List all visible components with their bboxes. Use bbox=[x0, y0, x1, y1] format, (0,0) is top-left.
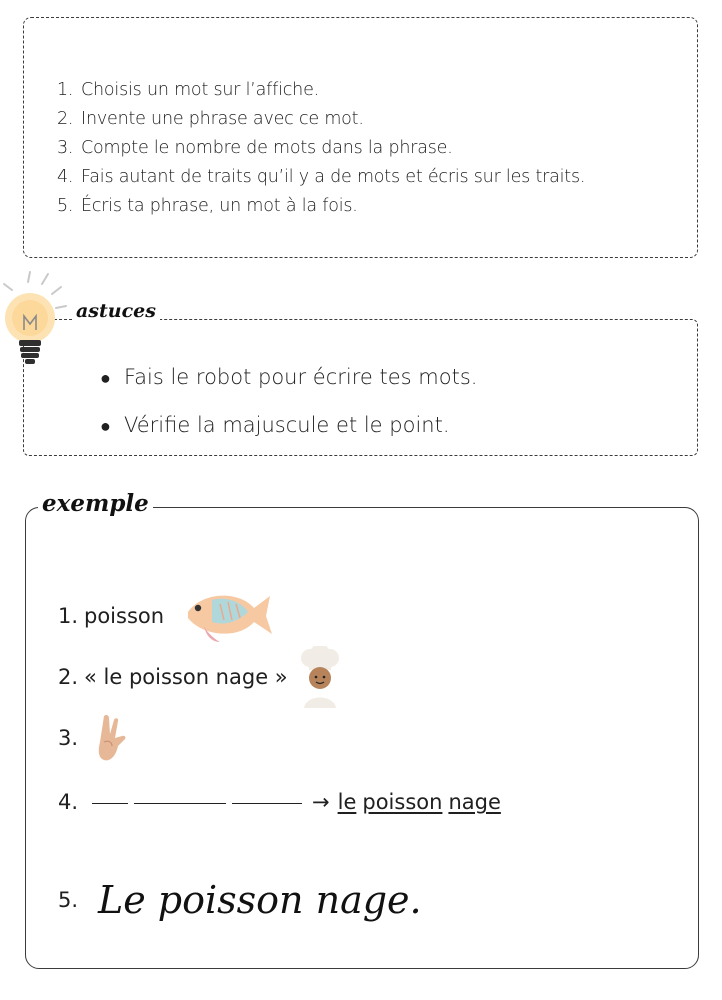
instruction-item: 3. Compte le nombre de mots dans la phrase. bbox=[57, 138, 453, 158]
word-line bbox=[92, 801, 128, 804]
example-title: exemple bbox=[38, 490, 153, 517]
instruction-item: 4. Fais autant de traits qu’il y a de mots et écris sur les traits. bbox=[57, 167, 586, 187]
example-row-1: 1. poisson bbox=[58, 586, 274, 646]
hand-two-fingers-icon bbox=[94, 712, 130, 764]
instructions-list bbox=[57, 76, 585, 221]
arrow-icon: → bbox=[312, 790, 330, 814]
example-row-5: 5. Le poisson nage. bbox=[58, 878, 422, 922]
tip-item: ● Fais le robot pour écrire tes mots. bbox=[100, 354, 477, 402]
instruction-item: 2. Invente une phrase avec ce mot. bbox=[57, 109, 364, 129]
word-line bbox=[134, 801, 226, 804]
tips-title: astuces bbox=[72, 300, 160, 322]
chef-icon bbox=[296, 646, 344, 708]
instruction-item: 5. Écris ta phrase, un mot à la fois. bbox=[57, 196, 358, 216]
lightbulb-icon bbox=[0, 268, 70, 376]
example-row-4: 4. → le poisson nage bbox=[58, 790, 501, 814]
bullet-icon: ● bbox=[100, 368, 111, 389]
example-row-2: 2. « le poisson nage » bbox=[58, 646, 344, 708]
example-row-3: 3. bbox=[58, 712, 130, 764]
tip-item: ● Vérifie la majuscule et le point. bbox=[100, 402, 477, 450]
bullet-icon: ● bbox=[100, 416, 111, 437]
word-line bbox=[232, 801, 302, 804]
instruction-item: 1. Choisis un mot sur l’affiche. bbox=[57, 80, 320, 100]
tips-list bbox=[100, 354, 477, 450]
fish-icon bbox=[182, 586, 274, 646]
cursive-sentence: Le poisson nage. bbox=[98, 878, 422, 922]
